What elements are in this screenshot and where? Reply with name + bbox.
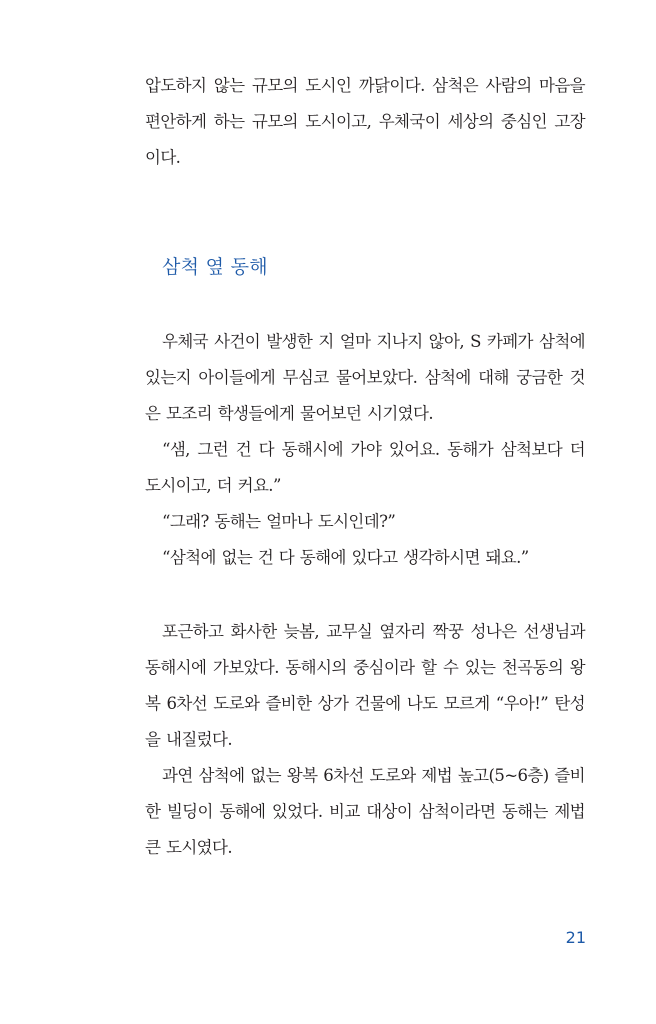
dialogue-line-1: “샘, 그런 건 다 동해시에 가야 있어요. 동해가 삼척보다 더 도시이고, 더 커요.” (145, 440, 585, 495)
page-number: 21 (565, 928, 586, 947)
dialogue-line-3: “삼척에 없는 건 다 동해에 있다고 생각하시면 돼요.” (162, 548, 529, 567)
dialogue-line-2: “그래? 동해는 얼마나 도시인데?” (162, 512, 396, 531)
body-paragraph-2: 우체국 사건이 발생한 지 얼마 지나지 않아, S 카페가 삼척에 있는지 아이들에게 무심코 물어보았다. 삼척에 대해 궁금한 것은 모조리 학생들에게 물어보던 시기였다. (145, 332, 585, 423)
body-paragraph-3: 포근하고 화사한 늦봄, 교무실 옆자리 짝꿍 성나은 선생님과 동해시에 가보았다. 동해시의 중심이라 할 수 있는 천곡동의 왕복 6차선 도로와 즐비한 상가 건물에 나도 모르게 “우아!” 탄성을 내질렀다. (145, 622, 585, 749)
section-heading: 삼척 옆 동해 (162, 256, 268, 278)
body-paragraph-4: 과연 삼척에 없는 왕복 6차선 도로와 제법 높고(5~6층) 즐비한 빌딩이 동해에 있었다. 비교 대상이 삼척이라면 동해는 제법 큰 도시였다. (145, 766, 585, 857)
body-paragraph-1: 압도하지 않는 규모의 도시인 까닭이다. 삼척은 사람의 마음을 편안하게 하는 규모의 도시이고, 우체국이 세상의 중심인 고장이다. (145, 76, 585, 167)
